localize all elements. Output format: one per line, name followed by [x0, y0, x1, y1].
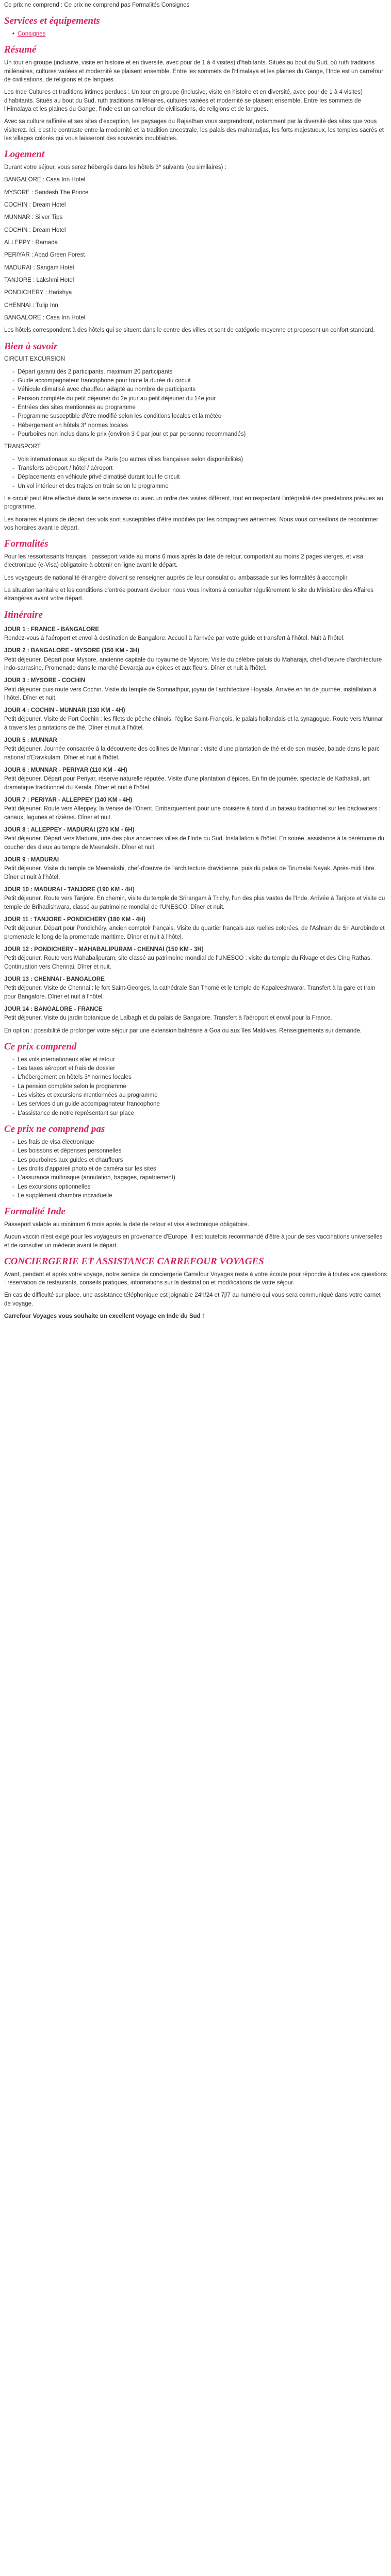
day-text: Petit déjeuner. Départ vers Madurai, une des plus anciennes villes de l'Inde du Sud. Installation à l'hôtel. En soirée, assistance à la cérémonie du coucher des dieux au temple de Meenakshi. Dîner et nuit.: [4, 836, 384, 851]
bien-savoir-title: Bien à savoir: [4, 341, 58, 352]
day-text: Petit déjeuner. Départ pour Pondichéry, ancien comptoir français. Visite du quartier français aux ruelles colorées, de l'Ashram de Sri Aurobindo et promenade le long de la promenade maritime. Dîner et nuit à l'hôtel.: [4, 925, 385, 940]
day-title: JOUR 5 : MUNNAR: [4, 737, 57, 744]
bullet-icon: -: [12, 1192, 14, 1199]
day-text: Petit déjeuner. Visite du jardin botanique de Lalbagh et du palais de Bangalore. Transfert à l'aéroport et envol pour la France.: [4, 1015, 332, 1022]
bullet-icon: -: [12, 395, 14, 402]
day-title: JOUR 2 : BANGALORE - MYSORE (150 KM - 3H): [4, 648, 139, 654]
day-text: Petit déjeuner. Route vers Tanjore. En chemin, visite du temple de Srirangam à Trichy, l'un des plus vastes de l'Inde. Arrivée à Tanjore et visite du temple de Brihadishwara, classé au patrimoine mondial de l'UNESCO. Dîner et nuit.: [4, 895, 385, 910]
day-text: Petit déjeuner. Visite du temple de Meenakshi, chef-d'œuvre de l'architecture dravidienne, puis du palais de Tirumalai Nayak. Après-midi libre. Dîner et nuit à l'hôtel.: [4, 866, 376, 880]
bullet-icon: -: [12, 1183, 14, 1190]
list-item: - Pourboires non inclus dans le prix (environ 3 € par jour et par personne recommandés): [12, 430, 387, 438]
list-item: - Déplacements en véhicule privé climatisé durant tout le circuit: [12, 473, 387, 481]
conciergerie-title: CONCIERGERIE ET ASSISTANCE CARREFOUR VOYAGES: [4, 1256, 264, 1267]
formalites-paragraph: Les voyageurs de nationalité étrangère doivent se renseigner auprès de leur consulat ou ambassade sur les formalités à accomplir.: [4, 574, 349, 581]
hotel-line: ALLEPPY : Ramada: [4, 239, 58, 246]
info-list: [4, 455, 387, 490]
hotel-line: COCHIN : Dream Hotel: [4, 201, 66, 208]
excludes-list: [4, 1138, 387, 1200]
day-title: JOUR 14 : BANGALORE - FRANCE: [4, 1006, 103, 1012]
logement-intro: Durant votre séjour, vous serez hébergés dans les hôtels 3* suivants (ou similaires) :: [4, 164, 226, 171]
day-title: JOUR 9 : MADURAI: [4, 857, 59, 863]
prix-comprend-title: Ce prix comprend: [4, 1041, 77, 1052]
day-text: Petit déjeuner. Route vers Alleppey, la Venise de l'Orient. Embarquement pour une croisière à bord d'un bateau traditionnel sur les backwaters : canaux, lagunes et rizières. Dîner et nuit.: [4, 806, 381, 821]
bullet-icon: -: [12, 413, 14, 420]
bullet-icon: -: [12, 404, 14, 411]
list-item: - Hébergement en hôtels 3* normes locales: [12, 421, 387, 430]
day-title: JOUR 13 : CHENNAI - BANGALORE: [4, 976, 105, 983]
bullet-icon: -: [12, 1083, 14, 1090]
day-text: Petit déjeuner. Départ pour Mysore, ancienne capitale du royaume de Mysore. Visite du célèbre palais du Maharaja, chef-d'œuvre d'architecture indo-sarrasine. Promenade dans le marché Devaraja aux épices et aux fleurs. Dîner et nuit à l'hôtel.: [4, 656, 382, 671]
consignes-link[interactable]: Consignes: [18, 31, 46, 38]
list-item: - Les services d'un guide accompagnateur francophone: [12, 1100, 387, 1108]
day-text: Rendez-vous à l'aéroport et envol à destination de Bangalore. Accueil à l'arrivée par votre guide et transfert à l'hôtel. Nuit à l'hôtel.: [4, 635, 345, 641]
bullet-icon: -: [12, 368, 14, 375]
conciergerie-paragraph: En cas de difficulté sur place, une assistance téléphonique est joignable 24h/24 et 7j/7 au numéro qui vous sera communiqué dans votre carnet de voyage.: [4, 1292, 381, 1307]
list-item: - Les excursions optionnelles: [12, 1183, 387, 1191]
day-title: JOUR 12 : PONDICHERY - MAHABALIPURAM - CHENNAI (150 KM - 3H): [4, 946, 204, 953]
list-item: - Départ garanti dès 2 participants, maximum 20 participants: [12, 368, 387, 376]
formalites-paragraph: La situation sanitaire et les conditions d'entrée pouvant évoluer, nous vous invitons à consulter régulièrement le site du Ministère des Affaires étrangères avant votre départ.: [4, 587, 374, 602]
formalite-paragraph: Passeport valable au minimum 6 mois après la date de retour et visa électronique obligatoire.: [4, 1221, 249, 1228]
itineraire-title: Itinéraire: [4, 609, 43, 620]
hotel-line: MUNNAR : Silver Tips: [4, 214, 63, 221]
conciergerie-paragraph: Avant, pendant et après votre voyage, notre service de conciergerie Carrefour Voyages reste à votre écoute pour répondre à toutes vos questions : réservation de restaurants, conseils pratiques, informations sur la destination et modifications de votre séjour.: [4, 1271, 387, 1286]
list-item: - La pension complète selon le programme: [12, 1082, 387, 1091]
info-note: Le circuit peut être effectué dans le sens inverse ou avec un ordre des visites différent, tout en respectant l'intégralité des prestations prévues au programme.: [4, 495, 384, 511]
list-item: - Guide accompagnateur francophone pour toute la durée du circuit: [12, 377, 387, 385]
resume-paragraph: Avec sa culture raffinée et ses sites d'exception, les paysages du Rajasthan vous surprendront, notamment par la diversité des sites que vous visiterez. Ici, c'est le contraste entre la modernité et la tradition ancestrale, les palais des maharadjas, les forts majestueux, les temples sacrés et les villages colorés qui vous laisseront des souvenirs inoubliables.: [4, 118, 384, 142]
hotel-list: [4, 176, 387, 322]
bullet-icon: -: [12, 1056, 14, 1063]
hotel-line: BANGALORE : Casa Inn Hotel: [4, 177, 86, 183]
list-item: - Les visites et excursions mentionnées au programme: [12, 1091, 387, 1099]
day-text: Petit déjeuner puis route vers Cochin. Visite du temple de Somnathpur, joyau de l'architecture Hoysala. Arrivée en fin de journée, installation à l'hôtel. Dîner et nuit.: [4, 686, 377, 701]
list-item: - Véhicule climatisé avec chauffeur adapté au nombre de participants: [12, 385, 387, 394]
day-title: JOUR 8 : ALLEPPEY - MADURAI (270 KM - 6H): [4, 827, 135, 834]
list-item: - Le supplément chambre individuelle: [12, 1192, 387, 1200]
logement-note: Les hôtels correspondent à des hôtels qui se situent dans le centre des villes et sont de catégorie moyenne et proposent un confort standard.: [4, 327, 375, 334]
bullet-icon: -: [12, 1175, 14, 1181]
bullet-icon: -: [12, 474, 14, 481]
bullet-icon: •: [12, 31, 15, 38]
day-text: Petit déjeuner. Visite de Fort Cochin : les filets de pêche chinois, l'église Saint-François, le palais hollandais et la synagogue. Route vers Munnar à travers les plantations de thé. Dîner et nuit à l'hôtel.: [4, 716, 383, 731]
logement-title: Logement: [4, 149, 45, 160]
day-text: Petit déjeuner. Journée consacrée à la découverte des collines de Munnar : visite d'une plantation de thé et de son musée, balade dans le parc national d'Eravikulam. Dîner et nuit à l'hôtel.: [4, 746, 380, 761]
list-item: - Un vol intérieur et des trajets en train selon le programme: [12, 482, 387, 490]
day-title: JOUR 6 : MUNNAR - PERIYAR (110 KM - 4H): [4, 767, 127, 774]
bullet-icon: -: [12, 422, 14, 429]
list-item: - Pension complète du petit déjeuner du 2e jour au petit déjeuner du 14e jour: [12, 395, 387, 403]
list-item: - Programme susceptible d'être modifié selon les conditions locales et la météo: [12, 412, 387, 420]
resume-title: Résumé: [4, 44, 37, 56]
closing-line: Carrefour Voyages vous souhaite un excellent voyage en Inde du Sud !: [4, 1313, 204, 1320]
formalite-title: Formalité Inde: [4, 1206, 66, 1217]
list-item: - Les vols internationaux aller et retour: [12, 1056, 387, 1064]
prix-ne-comprend-title: Ce prix ne comprend pas: [4, 1124, 105, 1135]
list-item: - Les pourboires aux guides et chauffeurs: [12, 1156, 387, 1164]
list-item: - Les droits d'appareil photo et de caméra sur les sites: [12, 1165, 387, 1173]
intro-line: Ce prix ne comprend : Ce prix ne comprend pas Formalités Consignes: [4, 2, 190, 8]
resume-paragraph: Les Inde Cultures et traditions intimes perdues : Un tour en groupe (inclusive, visite en histoire et en diversité, avec pour de 1 à 4 visites) d'habitants. Situés au bout du Sud, ruth traditions millénaires, cultures variées et modernité se plaisent ensemble. Entre les sommets de l'Himalaya et les plaines du Gange, l'Inde est un carrefour de civilisations, de religions et de langues.: [4, 89, 363, 112]
hotel-line: CHENNAI : Tulip Inn: [4, 302, 58, 309]
hotel-line: PERIYAR : Abad Green Forest: [4, 252, 85, 259]
day-title: JOUR 3 : MYSORE - COCHIN: [4, 677, 86, 684]
includes-list: [4, 1056, 387, 1117]
itinerary-closing: En option : possibilité de prolonger votre séjour par une extension balnéaire à Goa ou aux îles Maldives. Renseignements sur demande.: [4, 1027, 362, 1034]
bullet-icon: -: [12, 1110, 14, 1116]
bullet-icon: -: [12, 1101, 14, 1108]
bullet-icon: -: [12, 1165, 14, 1172]
section-heading: TRANSPORT: [4, 444, 41, 450]
services-list: [4, 30, 387, 38]
day-title: JOUR 11 : TANJORE - PONDICHERY (180 KM - 4H): [4, 917, 145, 923]
hotel-line: BANGALORE : Casa Inn Hotel: [4, 314, 86, 321]
day-text: Petit déjeuner. Route vers Mahabalipuram, site classé au patrimoine mondial de l'UNESCO : visite du temple du Rivage et des Cinq Rathas. Continuation vers Chennai. Dîner et nuit.: [4, 955, 372, 970]
list-item: - Les taxes aéroport et frais de dossier: [12, 1064, 387, 1073]
hotel-line: TANJORE : Lakshmi Hotel: [4, 277, 74, 283]
day-title: JOUR 10 : MADURAI - TANJORE (190 KM - 4H): [4, 887, 135, 893]
day-text: Petit déjeuner. Visite de Chennai : le fort Saint-Georges, la cathédrale San Thomé et le temple de Kapaleeshwarar. Transfert à la gare et train pour Bangalore. Dîner et nuit à l'hôtel.: [4, 985, 376, 1000]
services-item[interactable]: [12, 30, 387, 38]
bullet-icon: -: [12, 1148, 14, 1155]
bullet-icon: -: [12, 378, 14, 384]
formalites-title: Formalités: [4, 538, 48, 550]
hotel-line: MADURAI : Sangam Hotel: [4, 264, 74, 271]
bullet-icon: -: [12, 1139, 14, 1145]
list-item: - L'assistance de notre représentant sur place: [12, 1109, 387, 1117]
bullet-icon: -: [12, 465, 14, 471]
list-item: - Les boissons et dépenses personnelles: [12, 1147, 387, 1155]
hotel-line: PONDICHERY : Harishya: [4, 290, 72, 296]
itinerary-list: [4, 625, 387, 1023]
section-heading: CIRCUIT EXCURSION: [4, 356, 65, 363]
bullet-icon: -: [12, 431, 14, 438]
list-item: - Vols internationaux au départ de Paris (ou autres villes françaises selon disponibilités): [12, 455, 387, 464]
day-title: JOUR 4 : COCHIN - MUNNAR (130 KM - 4H): [4, 707, 125, 714]
list-item: - L'assurance multirisque (annulation, bagages, rapatriement): [12, 1174, 387, 1182]
list-item: - Entrées des sites mentionnés au programme: [12, 403, 387, 412]
list-item: - L'hébergement en hôtels 3* normes locales: [12, 1073, 387, 1081]
day-title: JOUR 1 : FRANCE - BANGALORE: [4, 626, 100, 633]
hotel-line: COCHIN : Dream Hotel: [4, 227, 66, 233]
bullet-icon: -: [12, 456, 14, 463]
list-item: - Transferts aéroport / hôtel / aéroport: [12, 464, 387, 472]
bullet-icon: -: [12, 1092, 14, 1099]
hotel-line: MYSORE : Sandesh The Prince: [4, 189, 89, 196]
bullet-icon: -: [12, 386, 14, 393]
list-item: - Les frais de visa électronique: [12, 1138, 387, 1146]
bullet-icon: -: [12, 1074, 14, 1081]
bullet-icon: -: [12, 1065, 14, 1072]
day-text: Petit déjeuner. Départ pour Periyar, réserve naturelle réputée. Visite d'une plantation d'épices. En fin de journée, spectacle de Kathakali, art dramatique traditionnel du Kerala. Dîner et nuit à l'hôtel.: [4, 776, 370, 791]
bullet-icon: -: [12, 483, 14, 489]
services-title: Services et équipements: [4, 15, 100, 27]
day-title: JOUR 7 : PERIYAR - ALLEPPEY (140 KM - 4H): [4, 797, 133, 804]
info-list: [4, 368, 387, 439]
formalite-paragraph: Aucun vaccin n'est exigé pour les voyageurs en provenance d'Europe. Il est toutefois recommandé d'être à jour de ses vaccinations universelles et de consulter un médecin avant le départ.: [4, 1234, 383, 1249]
resume-paragraph: Un tour en groupe (inclusive, visite en histoire et en diversité, avec pour de 1 à 4 visites) d'habitants. Situés au bout du Sud, où ruth traditions millénaires, cultures variées et modernité se plaisent ensemble. Entre les sommets de l'Himalaya et les plaines du Gange, l'Inde est un carrefour de civilisations, de religions et de langues.: [4, 60, 384, 83]
formalites-paragraph: Pour les ressortissants français : passeport valide au moins 6 mois après la date de retour, comportant au moins 2 pages vierges, et visa électronique (e-Visa) obligatoire à obtenir en ligne avant le départ.: [4, 554, 364, 569]
bullet-icon: -: [12, 1157, 14, 1163]
info-note: Les horaires et jours de départ des vols sont susceptibles d'être modifiés par les compagnies aériennes. Nous vous conseillons de reconfirmer vos horaires avant le départ.: [4, 516, 379, 531]
